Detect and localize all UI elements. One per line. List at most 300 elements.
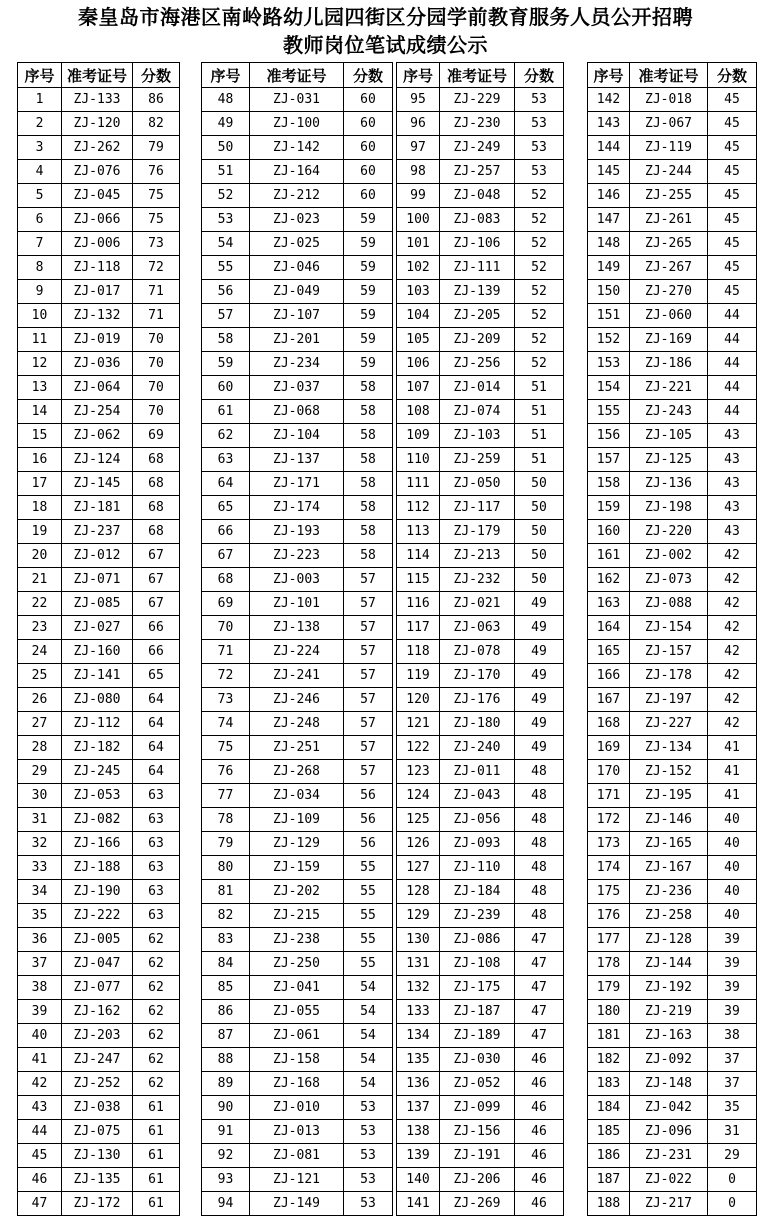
exam-id-cell: ZJ-189	[440, 1024, 515, 1048]
exam-id-cell: ZJ-241	[250, 664, 344, 688]
score-cell: 67	[133, 568, 180, 592]
seq-cell: 40	[18, 1024, 62, 1048]
table-row	[588, 424, 757, 448]
score-cell: 53	[344, 1096, 393, 1120]
exam-id-cell: ZJ-077	[62, 976, 133, 1000]
seq-cell: 15	[18, 424, 62, 448]
seq-cell: 28	[18, 736, 62, 760]
table-row	[18, 112, 180, 136]
table-row	[18, 256, 180, 280]
exam-id-cell: ZJ-002	[630, 544, 708, 568]
score-cell: 59	[344, 232, 393, 256]
exam-id-cell: ZJ-249	[440, 136, 515, 160]
exam-id-cell: ZJ-121	[250, 1168, 344, 1192]
table-row	[18, 952, 180, 976]
score-cell: 49	[515, 736, 564, 760]
table-row	[18, 208, 180, 232]
seq-cell: 108	[397, 400, 440, 424]
table-row	[588, 400, 757, 424]
exam-id-cell: ZJ-010	[250, 1096, 344, 1120]
exam-id-cell: ZJ-047	[62, 952, 133, 976]
table-row	[202, 808, 393, 832]
score-cell: 68	[133, 448, 180, 472]
table-row	[588, 1000, 757, 1024]
exam-id-cell: ZJ-251	[250, 736, 344, 760]
exam-id-cell: ZJ-031	[250, 88, 344, 112]
score-cell: 53	[515, 136, 564, 160]
exam-id-cell: ZJ-144	[630, 952, 708, 976]
seq-cell: 93	[202, 1168, 250, 1192]
seq-cell: 17	[18, 472, 62, 496]
table-row	[588, 352, 757, 376]
seq-cell: 188	[588, 1192, 630, 1216]
table-row	[202, 760, 393, 784]
seq-cell: 145	[588, 160, 630, 184]
score-cell: 59	[344, 304, 393, 328]
seq-cell: 7	[18, 232, 62, 256]
exam-id-cell: ZJ-258	[630, 904, 708, 928]
seq-cell: 95	[397, 88, 440, 112]
exam-id-cell: ZJ-124	[62, 448, 133, 472]
table-row	[588, 136, 757, 160]
exam-id-cell: ZJ-163	[630, 1024, 708, 1048]
table-row	[202, 328, 393, 352]
table-row	[397, 856, 564, 880]
exam-id-cell: ZJ-006	[62, 232, 133, 256]
score-cell: 46	[515, 1072, 564, 1096]
table-row	[202, 1168, 393, 1192]
score-cell: 47	[515, 928, 564, 952]
score-cell: 50	[515, 568, 564, 592]
seq-cell: 12	[18, 352, 62, 376]
exam-id-cell: ZJ-082	[62, 808, 133, 832]
score-cell: 46	[515, 1120, 564, 1144]
table-row	[397, 400, 564, 424]
table-row	[18, 544, 180, 568]
score-cell: 63	[133, 904, 180, 928]
seq-cell: 138	[397, 1120, 440, 1144]
table-row	[202, 232, 393, 256]
score-cell: 40	[708, 904, 757, 928]
score-cell: 58	[344, 472, 393, 496]
table-row	[588, 928, 757, 952]
exam-id-cell: ZJ-092	[630, 1048, 708, 1072]
score-cell: 44	[708, 328, 757, 352]
score-cell: 35	[708, 1096, 757, 1120]
seq-cell: 68	[202, 568, 250, 592]
seq-cell: 109	[397, 424, 440, 448]
exam-id-cell: ZJ-068	[250, 400, 344, 424]
table-row	[202, 880, 393, 904]
table-row	[397, 736, 564, 760]
exam-id-cell: ZJ-050	[440, 472, 515, 496]
table-row	[18, 1072, 180, 1096]
table-row	[18, 376, 180, 400]
seq-cell: 90	[202, 1096, 250, 1120]
seq-cell: 187	[588, 1168, 630, 1192]
score-cell: 75	[133, 184, 180, 208]
seq-cell: 142	[588, 88, 630, 112]
seq-cell: 123	[397, 760, 440, 784]
table-row	[588, 1144, 757, 1168]
exam-id-cell: ZJ-236	[630, 880, 708, 904]
score-cell: 45	[708, 232, 757, 256]
exam-id-cell: ZJ-107	[250, 304, 344, 328]
seq-cell: 19	[18, 520, 62, 544]
exam-id-cell: ZJ-181	[62, 496, 133, 520]
table-row	[202, 592, 393, 616]
table-row	[18, 304, 180, 328]
table-row	[397, 160, 564, 184]
exam-id-cell: ZJ-013	[250, 1120, 344, 1144]
score-cell: 60	[344, 112, 393, 136]
table-row	[397, 880, 564, 904]
exam-id-cell: ZJ-205	[440, 304, 515, 328]
table-row	[202, 904, 393, 928]
seq-cell: 53	[202, 208, 250, 232]
seq-cell: 51	[202, 160, 250, 184]
table-row	[588, 880, 757, 904]
exam-id-cell: ZJ-104	[250, 424, 344, 448]
exam-id-cell: ZJ-022	[630, 1168, 708, 1192]
table-row	[588, 448, 757, 472]
exam-id-cell: ZJ-190	[62, 880, 133, 904]
table-row	[397, 136, 564, 160]
seq-cell: 71	[202, 640, 250, 664]
score-cell: 52	[515, 208, 564, 232]
seq-cell: 11	[18, 328, 62, 352]
table-row	[397, 928, 564, 952]
seq-cell: 94	[202, 1192, 250, 1216]
table-row	[397, 904, 564, 928]
table-row	[18, 1120, 180, 1144]
score-cell: 53	[515, 160, 564, 184]
seq-cell: 34	[18, 880, 62, 904]
table-row	[397, 1144, 564, 1168]
exam-id-cell: ZJ-053	[62, 784, 133, 808]
score-cell: 45	[708, 136, 757, 160]
exam-id-cell: ZJ-011	[440, 760, 515, 784]
exam-id-cell: ZJ-136	[630, 472, 708, 496]
seq-cell: 143	[588, 112, 630, 136]
table-row	[397, 1000, 564, 1024]
seq-cell: 175	[588, 880, 630, 904]
score-cell: 47	[515, 952, 564, 976]
seq-cell: 160	[588, 520, 630, 544]
exam-id-cell: ZJ-071	[62, 568, 133, 592]
header-seq: 序号	[397, 63, 440, 88]
score-cell: 58	[344, 400, 393, 424]
exam-id-cell: ZJ-129	[250, 832, 344, 856]
seq-cell: 21	[18, 568, 62, 592]
table-row	[588, 88, 757, 112]
table-row	[397, 208, 564, 232]
table-row	[397, 976, 564, 1000]
seq-cell: 120	[397, 688, 440, 712]
score-cell: 39	[708, 928, 757, 952]
score-cell: 42	[708, 664, 757, 688]
score-cell: 57	[344, 760, 393, 784]
seq-cell: 115	[397, 568, 440, 592]
exam-id-cell: ZJ-135	[62, 1168, 133, 1192]
exam-id-cell: ZJ-130	[62, 1144, 133, 1168]
exam-id-cell: ZJ-229	[440, 88, 515, 112]
score-cell: 61	[133, 1096, 180, 1120]
score-cell: 82	[133, 112, 180, 136]
exam-id-cell: ZJ-164	[250, 160, 344, 184]
score-cell: 42	[708, 544, 757, 568]
seq-cell: 13	[18, 376, 62, 400]
score-cell: 58	[344, 544, 393, 568]
score-cell: 37	[708, 1072, 757, 1096]
exam-id-cell: ZJ-165	[630, 832, 708, 856]
score-cell: 62	[133, 928, 180, 952]
exam-id-cell: ZJ-238	[250, 928, 344, 952]
seq-cell: 124	[397, 784, 440, 808]
table-row	[397, 952, 564, 976]
score-cell: 59	[344, 208, 393, 232]
exam-id-cell: ZJ-256	[440, 352, 515, 376]
seq-cell: 158	[588, 472, 630, 496]
seq-cell: 73	[202, 688, 250, 712]
score-cell: 62	[133, 1000, 180, 1024]
table-row	[588, 640, 757, 664]
table-row	[18, 592, 180, 616]
score-cell: 66	[133, 640, 180, 664]
table-row	[18, 448, 180, 472]
exam-id-cell: ZJ-201	[250, 328, 344, 352]
exam-id-cell: ZJ-250	[250, 952, 344, 976]
exam-id-cell: ZJ-252	[62, 1072, 133, 1096]
exam-id-cell: ZJ-074	[440, 400, 515, 424]
seq-cell: 177	[588, 928, 630, 952]
seq-cell: 154	[588, 376, 630, 400]
score-cell: 49	[515, 640, 564, 664]
table-row	[202, 688, 393, 712]
score-cell: 70	[133, 376, 180, 400]
score-cell: 50	[515, 496, 564, 520]
score-cell: 60	[344, 184, 393, 208]
table-row	[588, 232, 757, 256]
seq-cell: 135	[397, 1048, 440, 1072]
exam-id-cell: ZJ-203	[62, 1024, 133, 1048]
score-cell: 67	[133, 544, 180, 568]
exam-id-cell: ZJ-128	[630, 928, 708, 952]
table-row	[588, 544, 757, 568]
table-row	[202, 1144, 393, 1168]
table-row	[202, 952, 393, 976]
exam-id-cell: ZJ-038	[62, 1096, 133, 1120]
exam-id-cell: ZJ-206	[440, 1168, 515, 1192]
seq-cell: 118	[397, 640, 440, 664]
table-row	[202, 208, 393, 232]
table-row	[202, 256, 393, 280]
seq-cell: 37	[18, 952, 62, 976]
table-row	[202, 160, 393, 184]
score-cell: 65	[133, 664, 180, 688]
table-row	[397, 88, 564, 112]
seq-cell: 131	[397, 952, 440, 976]
table-row	[588, 784, 757, 808]
seq-cell: 83	[202, 928, 250, 952]
score-cell: 62	[133, 976, 180, 1000]
table-row	[588, 256, 757, 280]
score-cell: 43	[708, 520, 757, 544]
score-cell: 57	[344, 616, 393, 640]
seq-cell: 100	[397, 208, 440, 232]
exam-id-cell: ZJ-267	[630, 256, 708, 280]
exam-id-cell: ZJ-160	[62, 640, 133, 664]
score-cell: 58	[344, 424, 393, 448]
table-row	[18, 160, 180, 184]
exam-id-cell: ZJ-197	[630, 688, 708, 712]
seq-cell: 116	[397, 592, 440, 616]
score-cell: 46	[515, 1096, 564, 1120]
exam-id-cell: ZJ-112	[62, 712, 133, 736]
exam-id-cell: ZJ-041	[250, 976, 344, 1000]
exam-id-cell: ZJ-064	[62, 376, 133, 400]
exam-id-cell: ZJ-117	[440, 496, 515, 520]
exam-id-cell: ZJ-060	[630, 304, 708, 328]
exam-id-cell: ZJ-063	[440, 616, 515, 640]
exam-id-cell: ZJ-110	[440, 856, 515, 880]
page-title: 秦皇岛市海港区南岭路幼儿园四街区分园学前教育服务人员公开招聘	[78, 5, 693, 29]
exam-id-cell: ZJ-067	[630, 112, 708, 136]
seq-cell: 25	[18, 664, 62, 688]
table-row	[397, 784, 564, 808]
score-cell: 61	[133, 1192, 180, 1216]
score-cell: 57	[344, 688, 393, 712]
score-cell: 52	[515, 352, 564, 376]
score-cell: 52	[515, 256, 564, 280]
table-row	[202, 928, 393, 952]
exam-id-cell: ZJ-105	[630, 424, 708, 448]
exam-id-cell: ZJ-175	[440, 976, 515, 1000]
score-cell: 40	[708, 856, 757, 880]
seq-cell: 72	[202, 664, 250, 688]
score-cell: 71	[133, 280, 180, 304]
seq-cell: 91	[202, 1120, 250, 1144]
exam-id-cell: ZJ-048	[440, 184, 515, 208]
seq-cell: 99	[397, 184, 440, 208]
exam-id-cell: ZJ-119	[630, 136, 708, 160]
exam-id-cell: ZJ-265	[630, 232, 708, 256]
table-row	[202, 712, 393, 736]
seq-cell: 98	[397, 160, 440, 184]
exam-id-cell: ZJ-269	[440, 1192, 515, 1216]
table-row	[397, 232, 564, 256]
score-cell: 49	[515, 712, 564, 736]
seq-cell: 128	[397, 880, 440, 904]
seq-cell: 162	[588, 568, 630, 592]
exam-id-cell: ZJ-174	[250, 496, 344, 520]
score-cell: 59	[344, 328, 393, 352]
seq-cell: 57	[202, 304, 250, 328]
seq-cell: 29	[18, 760, 62, 784]
seq-cell: 129	[397, 904, 440, 928]
seq-cell: 35	[18, 904, 62, 928]
table-row	[18, 88, 180, 112]
seq-cell: 48	[202, 88, 250, 112]
table-row	[18, 1024, 180, 1048]
score-cell: 42	[708, 640, 757, 664]
seq-cell: 165	[588, 640, 630, 664]
table-row	[397, 640, 564, 664]
table-row	[202, 352, 393, 376]
score-cell: 42	[708, 688, 757, 712]
score-cell: 48	[515, 784, 564, 808]
seq-cell: 44	[18, 1120, 62, 1144]
table-row	[202, 112, 393, 136]
table-row	[18, 880, 180, 904]
exam-id-cell: ZJ-221	[630, 376, 708, 400]
seq-cell: 164	[588, 616, 630, 640]
exam-id-cell: ZJ-227	[630, 712, 708, 736]
seq-cell: 96	[397, 112, 440, 136]
score-cell: 68	[133, 496, 180, 520]
seq-cell: 97	[397, 136, 440, 160]
exam-id-cell: ZJ-186	[630, 352, 708, 376]
table-row	[397, 616, 564, 640]
score-cell: 56	[344, 808, 393, 832]
seq-cell: 58	[202, 328, 250, 352]
score-cell: 55	[344, 904, 393, 928]
table-row	[18, 1000, 180, 1024]
seq-cell: 136	[397, 1072, 440, 1096]
seq-cell: 42	[18, 1072, 62, 1096]
exam-id-cell: ZJ-243	[630, 400, 708, 424]
table-row	[18, 400, 180, 424]
table-row	[202, 280, 393, 304]
table-row	[397, 1096, 564, 1120]
seq-cell: 26	[18, 688, 62, 712]
score-cell: 79	[133, 136, 180, 160]
seq-cell: 117	[397, 616, 440, 640]
score-cell: 48	[515, 760, 564, 784]
score-cell: 59	[344, 256, 393, 280]
score-table	[201, 62, 393, 1216]
score-cell: 43	[708, 448, 757, 472]
exam-id-cell: ZJ-259	[440, 448, 515, 472]
header-seq: 序号	[202, 63, 250, 88]
score-cell: 52	[515, 304, 564, 328]
score-cell: 57	[344, 640, 393, 664]
seq-cell: 112	[397, 496, 440, 520]
exam-id-cell: ZJ-096	[630, 1120, 708, 1144]
table-row	[18, 664, 180, 688]
exam-id-cell: ZJ-017	[62, 280, 133, 304]
seq-cell: 127	[397, 856, 440, 880]
seq-cell: 181	[588, 1024, 630, 1048]
exam-id-cell: ZJ-209	[440, 328, 515, 352]
exam-id-cell: ZJ-202	[250, 880, 344, 904]
seq-cell: 174	[588, 856, 630, 880]
score-cell: 58	[344, 520, 393, 544]
seq-cell: 139	[397, 1144, 440, 1168]
exam-id-cell: ZJ-171	[250, 472, 344, 496]
seq-cell: 167	[588, 688, 630, 712]
score-cell: 47	[515, 976, 564, 1000]
seq-cell: 113	[397, 520, 440, 544]
header-row	[18, 63, 180, 88]
exam-id-cell: ZJ-014	[440, 376, 515, 400]
exam-id-cell: ZJ-248	[250, 712, 344, 736]
table-row	[588, 760, 757, 784]
score-table	[587, 62, 757, 1216]
seq-cell: 60	[202, 376, 250, 400]
exam-id-cell: ZJ-191	[440, 1144, 515, 1168]
exam-id-cell: ZJ-230	[440, 112, 515, 136]
